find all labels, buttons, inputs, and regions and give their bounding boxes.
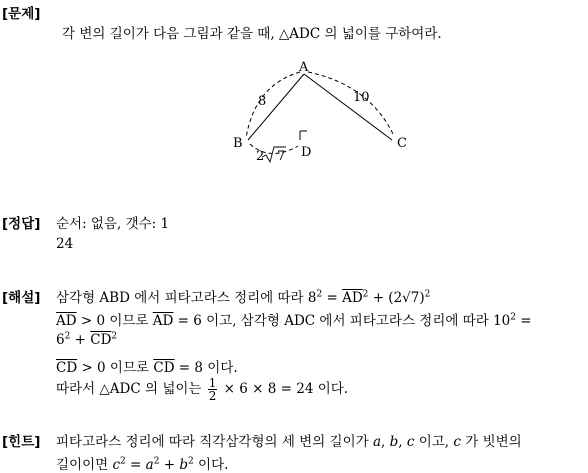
solution-line-1: 삼각형 ABD 에서 피타고라스 정리에 따라 $8^2 = \overline{AD}^2 + (2√7)^2$: [56, 289, 431, 306]
dashed-arcs: [246, 72, 394, 154]
answer-line-1: 순서: 없음, 갯수: 1: [56, 216, 170, 232]
hint-line-1: 피타고라스 정리에 따라 직각삼각형의 세 변의 길이가 a, b, c 이고, c 가 빗변의: [56, 434, 522, 450]
hint-line-2: 길이이면 $c^2 = a^2 + b^2$ 이다.: [56, 456, 229, 473]
answer-line-2: 24: [56, 236, 74, 252]
hint-tag: [힌트]: [2, 434, 41, 450]
arc-ab: [246, 72, 300, 138]
solution-line-5: 따라서 △ADC 의 넓이는 $\frac{1}{2}$ × 6 × 8 = 24 이다.: [56, 376, 349, 403]
side-ac-label: 10: [353, 90, 370, 105]
segment-ac: [304, 74, 392, 140]
arc-ac: [308, 72, 394, 136]
solution-line-4: $\overline{CD} > 0$ 이므로 $\overline{CD} = 8$ 이다.: [56, 360, 238, 376]
problem-tag: [문제]: [2, 6, 41, 22]
triangle-lines: [248, 74, 392, 140]
side-bd-radicand: 7: [277, 149, 286, 164]
vertex-c-label: C: [397, 136, 407, 151]
problem-text: 각 변의 길이가 다음 그림과 같을 때, △ADC 의 넓이를 구하여라.: [62, 26, 442, 42]
segment-ad: $\overline{AD}$: [342, 290, 363, 306]
triangle-figure: [0, 0, 588, 200]
answer-tag: [정답]: [2, 216, 41, 232]
vertex-a-label: A: [299, 60, 309, 75]
vertex-d-label: D: [301, 145, 312, 160]
side-ab-label: 8: [258, 94, 267, 109]
solution-line-3: $6^2 + \overline{CD}^2$: [56, 331, 118, 348]
solution-tag: [해설]: [2, 290, 41, 306]
side-bd-coefficient: 2: [256, 149, 265, 164]
vertex-b-label: B: [233, 136, 243, 151]
fraction-one-half: $\frac{1}{2}$: [208, 376, 217, 403]
solution-line-2: $\overline{AD} > 0$ 이므로 $\overline{AD} = 6$ 이고, 삼각형 ADC 에서 피타고라스 정리에 따라 $10^2$ =: [56, 312, 532, 329]
